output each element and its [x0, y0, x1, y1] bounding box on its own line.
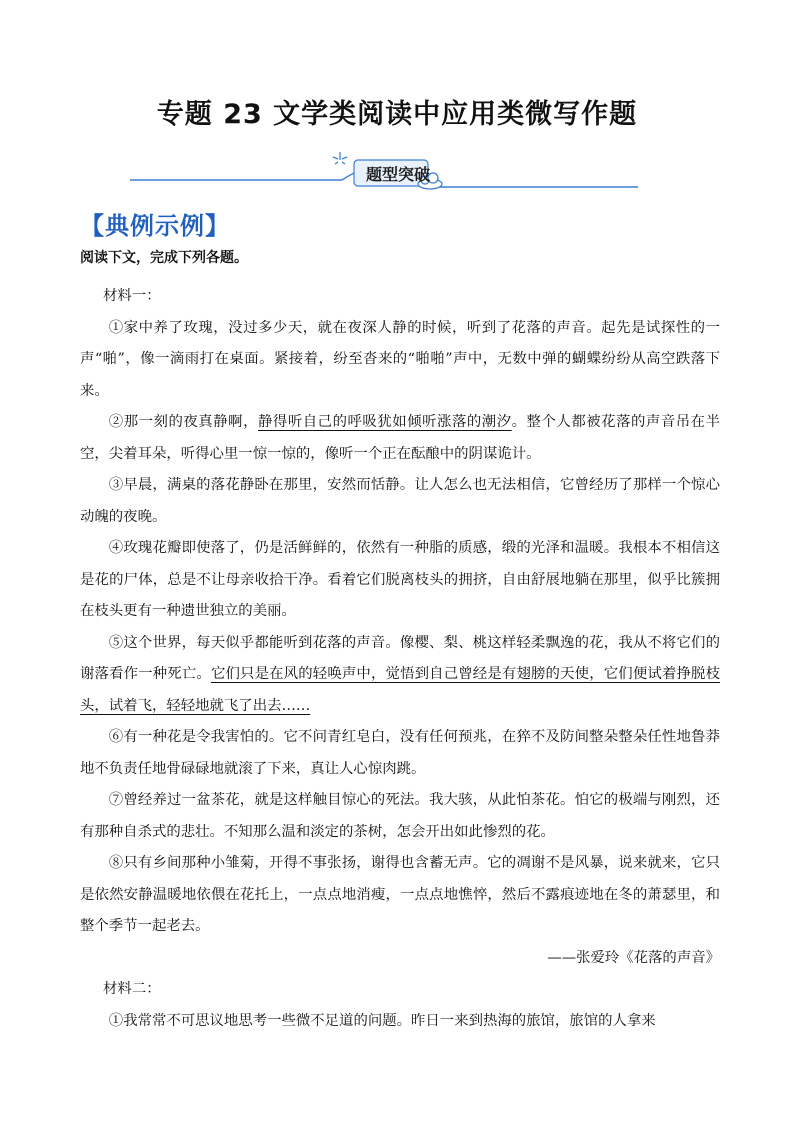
- paragraph-3: ③早晨，满桌的落花静卧在那里，安然而恬静。让人怎么也无法相信，它曾经历了那样一个惊心动魄的夜晚。: [80, 477, 720, 525]
- paragraph-5: [80, 628, 720, 723]
- source-citation: ——张爱玲《花落的声音》: [547, 949, 720, 966]
- paragraph-1: ①我常常不可思议地思考一些微不足道的问题。昨日一来到热海的旅馆，旅馆的人拿来: [108, 1012, 656, 1029]
- paragraph-2: [80, 407, 720, 470]
- underlined-sentence: 静得听自己的呼吸犹如倾听涨落的潮汐: [258, 414, 512, 430]
- paragraph-2-text: 。整个人都被花落的声音吊在半空，尖着耳朵，听得心里一惊一惊的，像听一个正在酝酿中的阴谋诡计。: [80, 414, 720, 462]
- paragraph-7: ⑦曾经养过一盆茶花，就是这样触目惊心的死法。我大骇，从此怕茶花。怕它的极端与刚烈，还有那种自杀式的悲壮。不知那么温和淡定的茶树，怎会开出如此惨烈的花。: [80, 792, 720, 840]
- paragraph-8: ⑧只有乡间那种小雏菊，开得不事张扬，谢得也含蓄无声。它的凋谢不是风暴，说来就来，它只是依然安静温暖地依偎在花托上，一点点地消瘦，一点点地憔悴，然后不露痕迹地在冬的萧瑟里，和整个季节一起老去。: [80, 855, 720, 934]
- paragraph-2-text: ②那一刻的夜真静啊，: [108, 414, 258, 430]
- banner-label: 题型突破: [366, 165, 431, 184]
- reading-passage: [80, 281, 720, 1037]
- page-title: 专题 23 文学类阅读中应用类微写作题: [156, 99, 638, 130]
- paragraph-4: ④玫瑰花瓣即使落了，仍是活鲜鲜的，依然有一种脂的质感，缎的光泽和温暖。我根本不相信这是花的尸体，总是不让母亲收拾干净。看着它们脱离枝头的拥挤，自由舒展地躺在那里，似乎比簇拥在枝头更有一种遗世独立的美丽。: [80, 540, 720, 619]
- material-label: 材料一：: [103, 288, 161, 304]
- underlined-sentence: 它们只是在风的轻唤声中，觉悟到自己曾经是有翅膀的天使，它们便试着挣脱枝头，试着飞，轻轻地就飞了出去……: [80, 666, 720, 714]
- paragraph-6: ⑥有一种花是令我害怕的。它不问青红皂白，没有任何预兆，在猝不及防间整朵整朵任性地鲁莽地不负责任地骨碌碌地就滚了下来，真让人心惊肉跳。: [80, 729, 720, 777]
- material-label: 材料二：: [103, 981, 161, 997]
- sparkle-icon: [333, 152, 347, 164]
- instruction: 阅读下文，完成下列各题。: [80, 250, 248, 266]
- paragraph-1: ①家中养了玫瑰，没过多少天，就在夜深人静的时候，听到了花落的声音。起先是试探性的一声“啪”，像一滴雨打在桌面。紧接着，纷至沓来的“啪啪”声中，无数中弹的蝴蝶纷纷从高空跌落下来。: [80, 319, 720, 399]
- section-banner: [130, 146, 640, 194]
- paragraph-5-text: ⑤这个世界，每天似乎都能听到花落的声音。像樱、梨、桃这样轻柔飘逸的花，我从不将它们的谢落看作一种死亡。: [80, 634, 720, 682]
- section-heading: 【典例示例】: [80, 212, 230, 240]
